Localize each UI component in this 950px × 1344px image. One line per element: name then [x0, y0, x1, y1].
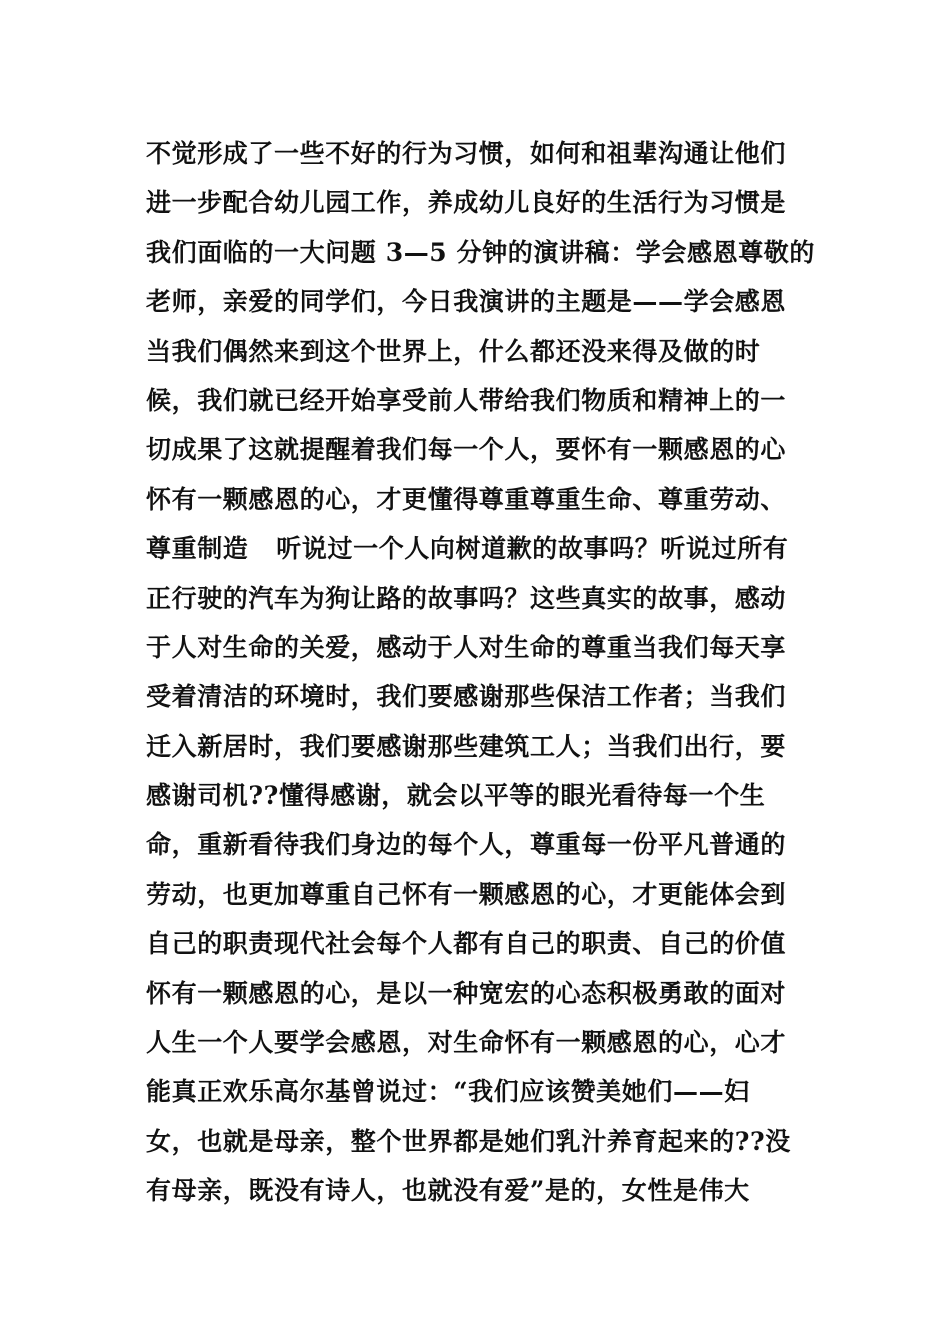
text-line: 劳动，也更加尊重自己怀有一颗感恩的心，才更能体会到: [146, 879, 787, 909]
text-line: 怀有一颗感恩的心，是以一种宽宏的心态积极勇敢的面对: [146, 978, 787, 1008]
text-line: 尊重制造 听说过一个人向树道歉的故事吗？听说过所有: [146, 534, 789, 564]
text-line: 正行驶的汽车为狗让路的故事吗？这些真实的故事，感动: [146, 583, 787, 613]
text-line: 当我们偶然来到这个世界上，什么都还没来得及做的时: [146, 336, 761, 366]
text-line: 切成果了这就提醒着我们每一个人，要怀有一颗感恩的心: [146, 435, 787, 465]
text-line: 女，也就是母亲，整个世界都是她们乳汁养育起来的??没: [146, 1126, 791, 1156]
body-text: [146, 129, 815, 1216]
text-line: 不觉形成了一些不好的行为习惯，如何和祖辈沟通让他们: [146, 139, 787, 168]
text-line: 人生一个人要学会感恩，对生命怀有一颗感恩的心，心才: [146, 1028, 787, 1058]
text-line: 老师，亲爱的同学们，今日我演讲的主题是——学会感恩: [146, 287, 787, 317]
text-line: 感谢司机??懂得感谢，就会以平等的眼光看待每一个生: [146, 781, 766, 811]
text-line: 自己的职责现代社会每个人都有自己的职责、自己的价值: [146, 929, 787, 959]
text-line: 候，我们就已经开始享受前人带给我们物质和精神上的一: [146, 385, 787, 415]
text-line: 于人对生命的关爱，感动于人对生命的尊重当我们每天享: [146, 632, 787, 662]
text-line: 命，重新看待我们身边的每个人，尊重每一份平凡普通的: [146, 830, 787, 860]
text-line: 迁入新居时，我们要感谢那些建筑工人；当我们出行，要: [146, 731, 787, 761]
text-line: 有母亲，既没有诗人，也就没有爱”是的，女性是伟大: [146, 1176, 750, 1206]
text-line: 我们面临的一大问题 3—5 分钟的演讲稿：学会感恩尊敬的: [146, 237, 815, 267]
text-line: 怀有一颗感恩的心，才更懂得尊重尊重生命、尊重劳动、: [146, 484, 787, 514]
text-line: 能真正欢乐高尔基曾说过：“我们应该赞美她们——妇: [146, 1077, 750, 1107]
text-line: 受着清洁的环境时，我们要感谢那些保洁工作者；当我们: [146, 682, 787, 712]
text-line: 进一步配合幼儿园工作，养成幼儿良好的生活行为习惯是: [146, 188, 787, 218]
